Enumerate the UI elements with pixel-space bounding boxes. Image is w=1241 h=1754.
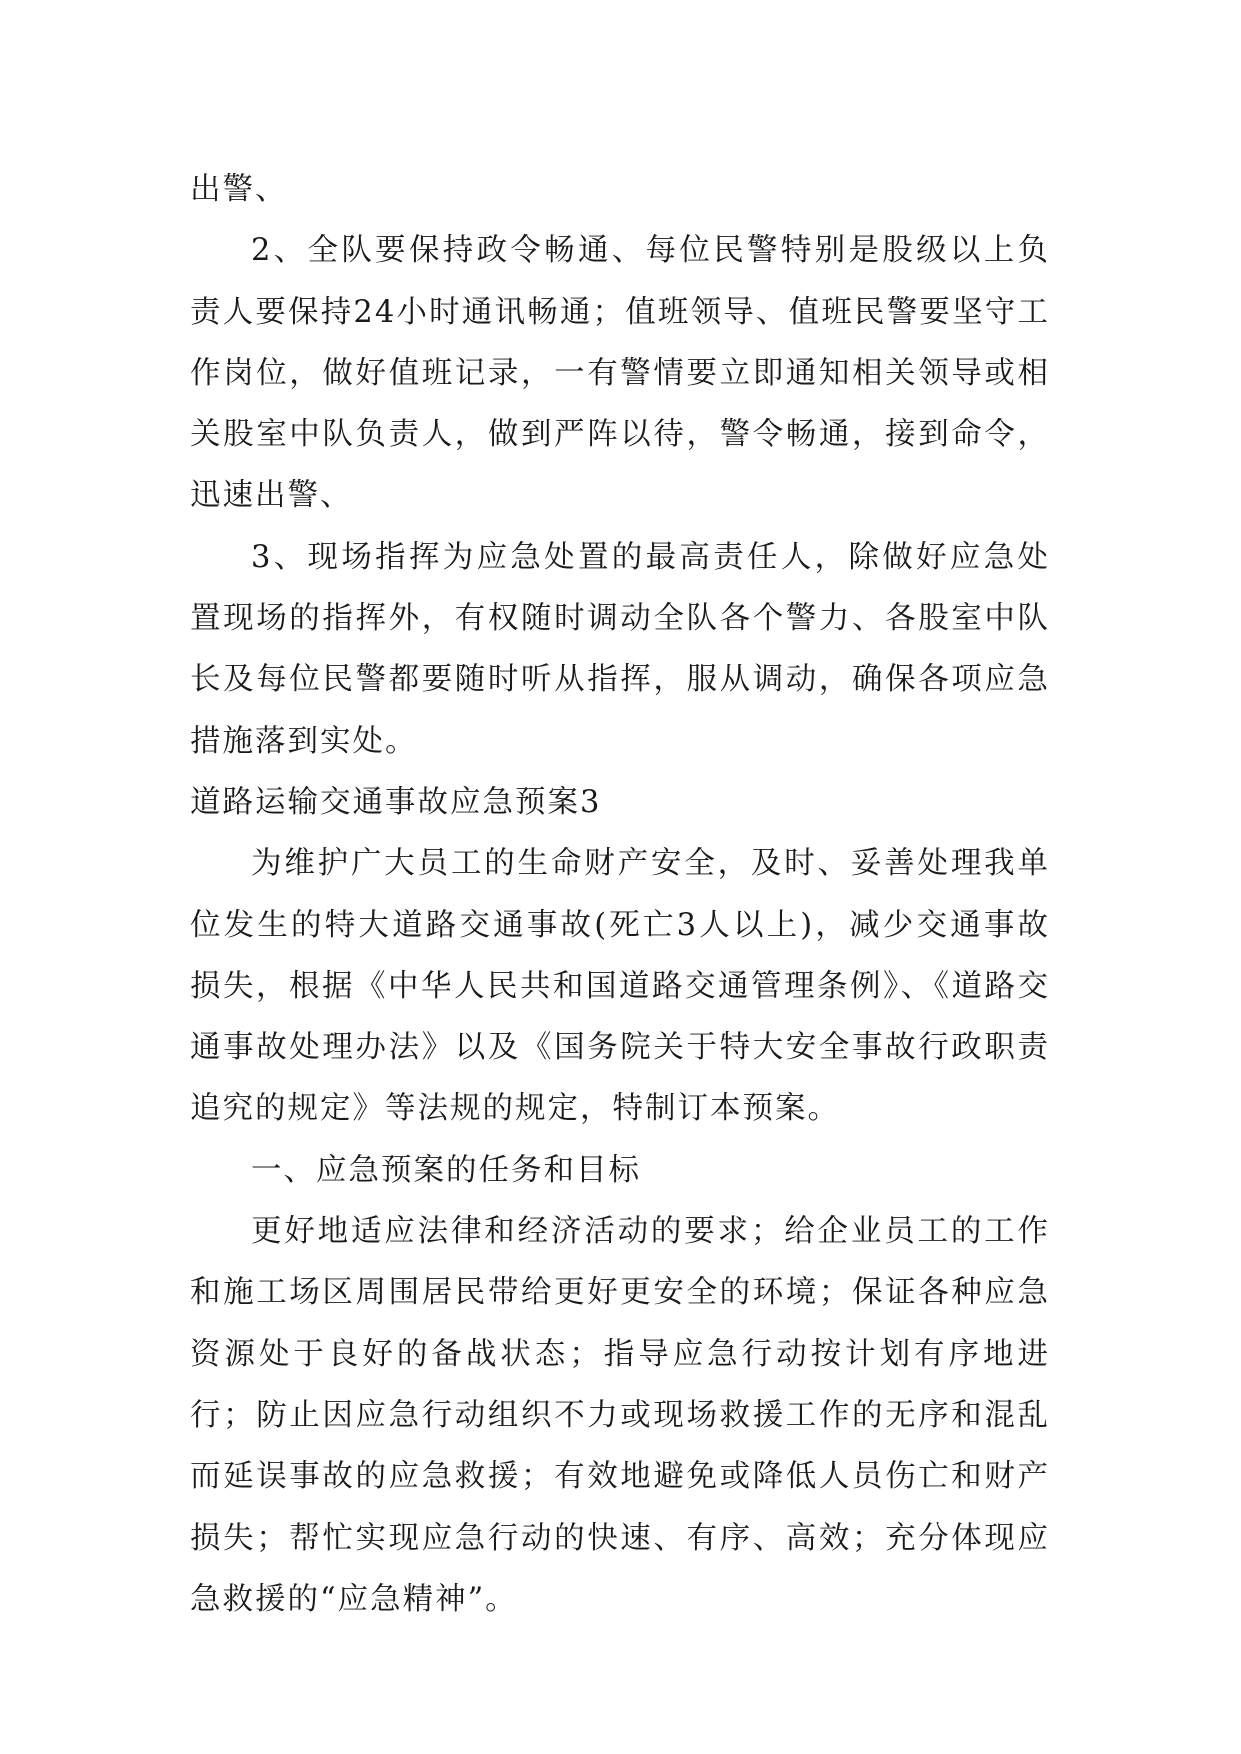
paragraph-goals: 更好地适应法律和经济活动的要求；给企业员工的工作和施工场区周围居民带给更好更安全的环境；保证各种应急资源处于良好的备战状态；指导应急行动按计划有序地进行；防止因应急行动组织不力或现场救援工作的无序和混乱而延误事故的应急救援；有效地避免或降低人员伤亡和财产损失；帮忙实现应急行动的快速、有序、高效；充分体现应急救援的“应急精神”。	[190, 1214, 1050, 1617]
section-title: 道路运输交通事故应急预案3	[190, 784, 602, 820]
paragraph-continuation: 出警、	[190, 172, 288, 207]
paragraph-item-3: 3、现场指挥为应急处置的最高责任人，除做好应急处置现场的指挥外，有权随时调动全队各个警力、各股室中队长及每位民警都要随时听从指挥，服从调动，确保各项应急措施落到实处。	[190, 539, 1050, 759]
document-body	[190, 159, 1050, 1630]
subsection-heading: 一、应急预案的任务和目标	[251, 1152, 641, 1188]
paragraph-intro: 为维护广大员工的生命财产安全，及时、妥善处理我单位发生的特大道路交通事故(死亡3人以上)，减少交通事故损失，根据《中华人民共和国道路交通管理条例》、《道路交通事故处理办法》以及《国务院关于特大安全事故行政职责追究的规定》等法规的规定，特制订本预案。	[190, 846, 1050, 1127]
paragraph-item-2: 2、全队要保持政令畅通、每位民警特别是股级以上负责人要保持24小时通讯畅通；值班领导、值班民警要坚守工作岗位，做好值班记录，一有警情要立即通知相关领导或相关股室中队负责人，做到严阵以待，警令畅通，接到命令，迅速出警、	[190, 233, 1050, 514]
